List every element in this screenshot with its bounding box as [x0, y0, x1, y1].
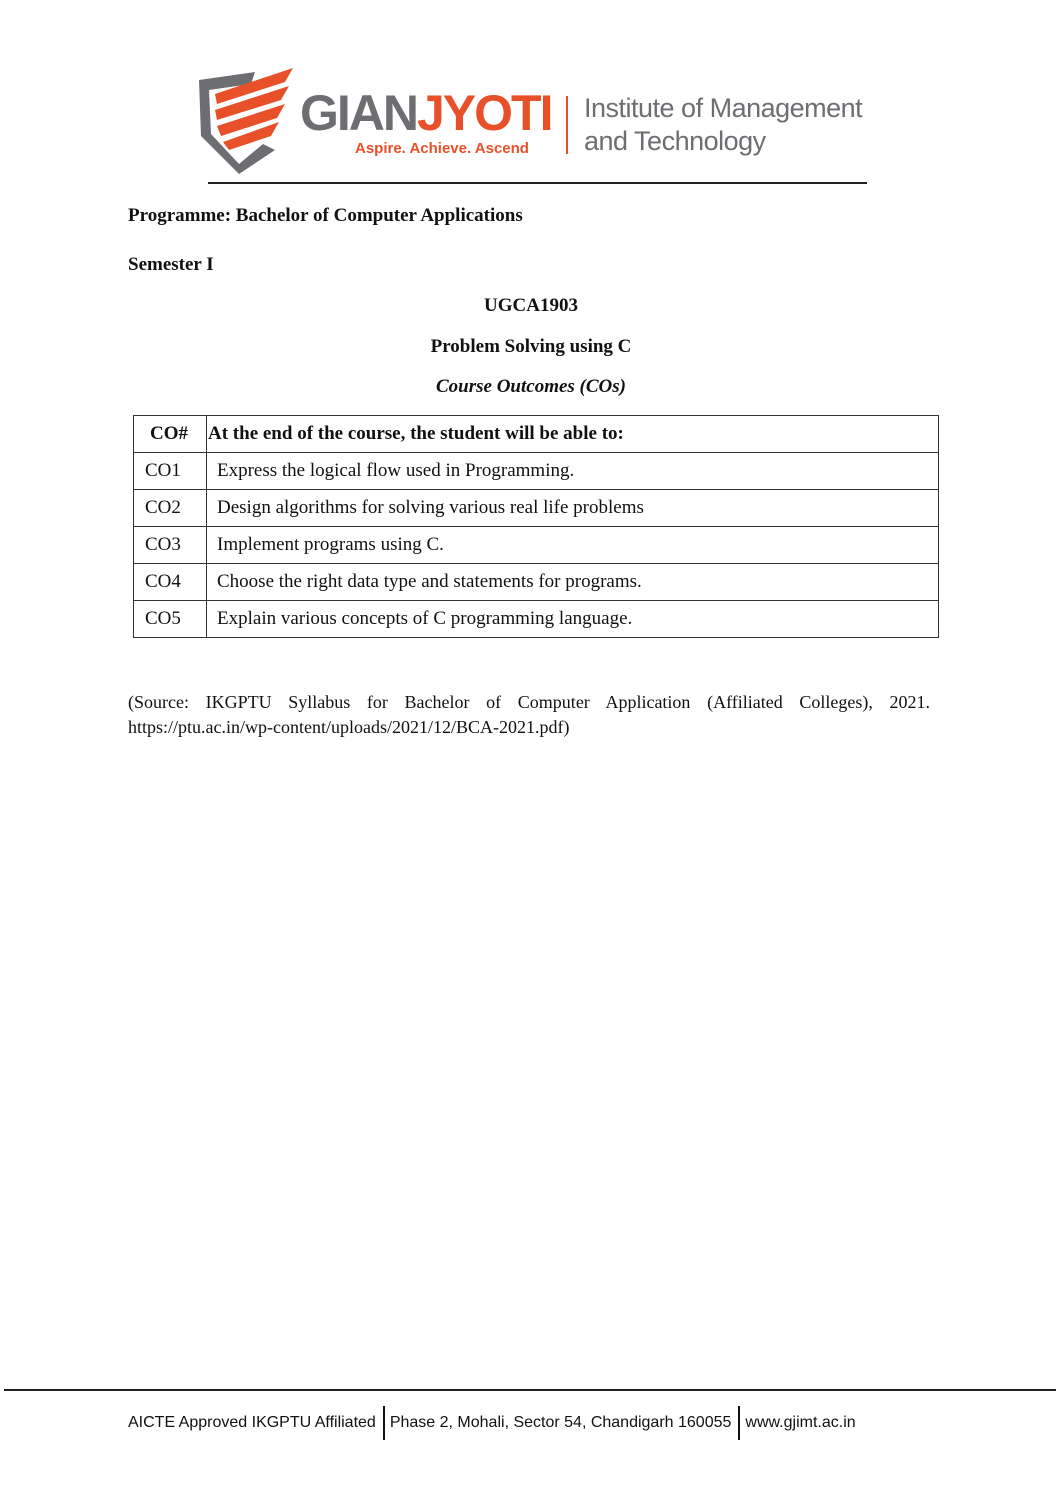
co-description-cell: Express the logical flow used in Programming.: [207, 453, 939, 490]
institute-name-line2: and Technology: [584, 126, 766, 156]
shield-logo-icon: [193, 64, 299, 174]
semester-heading: Semester I: [128, 254, 214, 275]
footer-separator: [383, 1406, 385, 1440]
footer: [128, 1406, 856, 1440]
programme-heading: Programme: Bachelor of Computer Applications: [128, 205, 523, 226]
footer-separator: [738, 1406, 740, 1440]
course-code: UGCA1903: [484, 295, 578, 316]
footer-affiliation: AICTE Approved IKGPTU Affiliated: [128, 1414, 376, 1431]
co-id-cell: CO4: [134, 564, 207, 601]
co-description-cell: Design algorithms for solving various real life problems: [207, 490, 939, 527]
column-header-co: CO#: [134, 416, 207, 453]
course-title: Problem Solving using C: [430, 336, 632, 357]
table-row: [134, 527, 939, 564]
co-description-cell: Implement programs using C.: [207, 527, 939, 564]
institute-name-line1: Institute of Management: [584, 93, 863, 123]
footer-divider: [4, 1389, 1056, 1391]
brand-name: [300, 85, 552, 141]
table-header-row: [134, 416, 939, 453]
outcomes-title: Course Outcomes (COs): [435, 376, 626, 397]
co-id-cell: CO5: [134, 601, 207, 638]
co-id-cell: CO1: [134, 453, 207, 490]
table-row: [134, 490, 939, 527]
source-citation: (Source: IKGPTU Syllabus for Bachelor of Computer Application (Affiliated Colleges), 2021. https://ptu.ac.in/wp-content/uploads/2021/12/BCA-2021.pdf): [128, 692, 930, 737]
brand-name-part2: JYOTI: [417, 85, 552, 141]
co-description-cell: Explain various concepts of C programming language.: [207, 601, 939, 638]
co-id-cell: CO2: [134, 490, 207, 527]
co-description-cell: Choose the right data type and statements for programs.: [207, 564, 939, 601]
co-id-cell: CO3: [134, 527, 207, 564]
brand-tagline: Aspire. Achieve. Ascend: [355, 140, 529, 157]
column-header-description: At the end of the course, the student will be able to:: [207, 416, 939, 453]
table-row: [134, 601, 939, 638]
course-outcomes-table: [133, 415, 939, 638]
footer-website[interactable]: www.gjimt.ac.in: [745, 1414, 856, 1431]
institute-name: [584, 92, 862, 158]
brand-name-part1: GIAN: [300, 85, 417, 141]
table-row: [134, 564, 939, 601]
letterhead: [0, 0, 1058, 190]
brand-divider: [566, 96, 568, 154]
table-row: [134, 453, 939, 490]
header-divider: [208, 182, 867, 184]
footer-address: Phase 2, Mohali, Sector 54, Chandigarh 160055: [389, 1414, 732, 1431]
